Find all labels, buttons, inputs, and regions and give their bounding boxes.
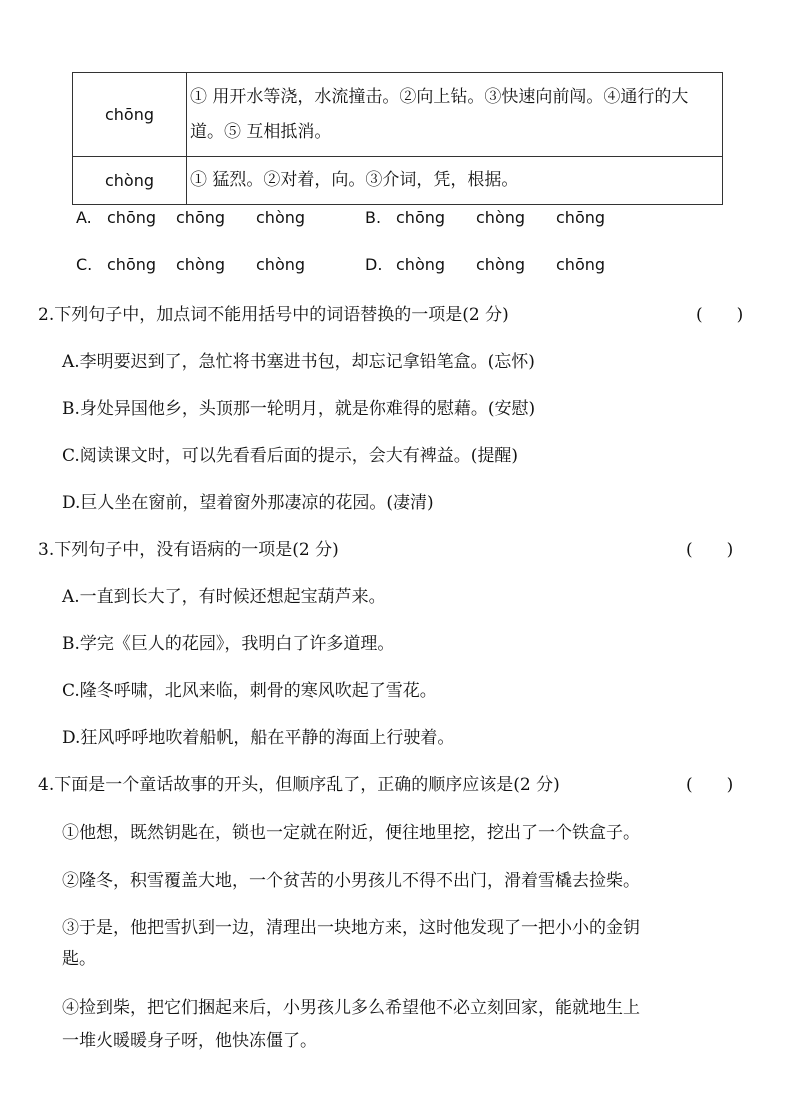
definition-cell: ① 用开水等浇，水流撞击。②向上钻。③快速向前闯。④通行的大道。⑤ 互相抵消。 <box>187 73 723 157</box>
option-pinyin: chōng <box>107 208 157 227</box>
q4-sentence-3: ③于是，他把雪扒到一边，清理出一块地方来，这时他发现了一把小小的金钥 <box>62 918 640 938</box>
q4-sentence-3-cont: 匙。 <box>62 949 96 969</box>
option-pinyin: chòng <box>476 255 526 274</box>
q3-answer-bracket[interactable]: ( ) <box>686 540 734 560</box>
q3-option-d[interactable]: D.狂风呼呼地吹着船帆，船在平静的海面上行驶着。 <box>62 728 455 748</box>
option-label: C. <box>76 255 93 274</box>
option-pinyin: chōng <box>107 255 157 274</box>
q2-option-c[interactable]: C.阅读课文时，可以先看看后面的提示，会大有裨益。(提醒) <box>62 446 519 466</box>
definition-cell: ① 猛烈。②对着，向。③介词，凭，根据。 <box>187 157 723 205</box>
pinyin-cell: chòng <box>73 157 187 205</box>
option-pinyin: chōng <box>556 208 606 227</box>
q4-sentence-2: ②隆冬，积雪覆盖大地，一个贫苦的小男孩儿不得不出门，滑着雪橇去捡柴。 <box>62 871 640 891</box>
q4-stem: 4.下面是一个童话故事的开头，但顺序乱了，正确的顺序应该是(2 分) <box>38 775 560 795</box>
option-pinyin: chòng <box>176 255 226 274</box>
q2-stem: 2.下列句子中，加点词不能用括号中的词语替换的一项是(2 分) <box>38 305 509 325</box>
option-pinyin: chòng <box>256 208 306 227</box>
table-row <box>73 73 723 157</box>
pinyin-table <box>72 72 723 205</box>
q1-option-c[interactable] <box>76 255 92 274</box>
q3-stem: 3.下列句子中，没有语病的一项是(2 分) <box>38 540 339 560</box>
q2-answer-bracket[interactable]: ( ) <box>696 305 744 325</box>
option-label: D. <box>365 255 383 274</box>
q1-option-b[interactable] <box>365 208 381 227</box>
pinyin-cell: chōng <box>73 73 187 157</box>
q4-sentence-4-cont: 一堆火暖暖身子呀，他快冻僵了。 <box>62 1031 317 1051</box>
q1-option-d[interactable] <box>365 255 382 274</box>
q2-option-a[interactable]: A.李明要迟到了，急忙将书塞进书包，却忘记拿铅笔盒。(忘怀) <box>62 352 535 372</box>
q2-option-d[interactable]: D.巨人坐在窗前，望着窗外那凄凉的花园。(凄清) <box>62 493 434 513</box>
q1-option-a[interactable] <box>76 208 92 227</box>
option-pinyin: chōng <box>556 255 606 274</box>
option-pinyin: chòng <box>476 208 526 227</box>
table-row <box>73 157 723 205</box>
q3-option-c[interactable]: C.隆冬呼啸，北风来临，刺骨的寒风吹起了雪花。 <box>62 681 437 701</box>
option-pinyin: chōng <box>396 208 446 227</box>
option-pinyin: chōng <box>176 208 226 227</box>
q4-answer-bracket[interactable]: ( ) <box>686 775 734 795</box>
option-pinyin: chòng <box>256 255 306 274</box>
q3-option-b[interactable]: B.学完《巨人的花园》，我明白了许多道理。 <box>62 634 395 654</box>
q2-option-b[interactable]: B.身处异国他乡，头顶那一轮明月，就是你难得的慰藉。(安慰) <box>62 399 536 419</box>
option-pinyin: chòng <box>396 255 446 274</box>
option-label: A. <box>76 208 92 227</box>
q3-option-a[interactable]: A.一直到长大了，有时候还想起宝葫芦来。 <box>62 587 386 607</box>
option-label: B. <box>365 208 382 227</box>
q4-sentence-1: ①他想，既然钥匙在，锁也一定就在附近，便往地里挖，挖出了一个铁盒子。 <box>62 823 640 843</box>
q4-sentence-4: ④捡到柴，把它们捆起来后，小男孩儿多么希望他不必立刻回家，能就地生上 <box>62 998 640 1018</box>
